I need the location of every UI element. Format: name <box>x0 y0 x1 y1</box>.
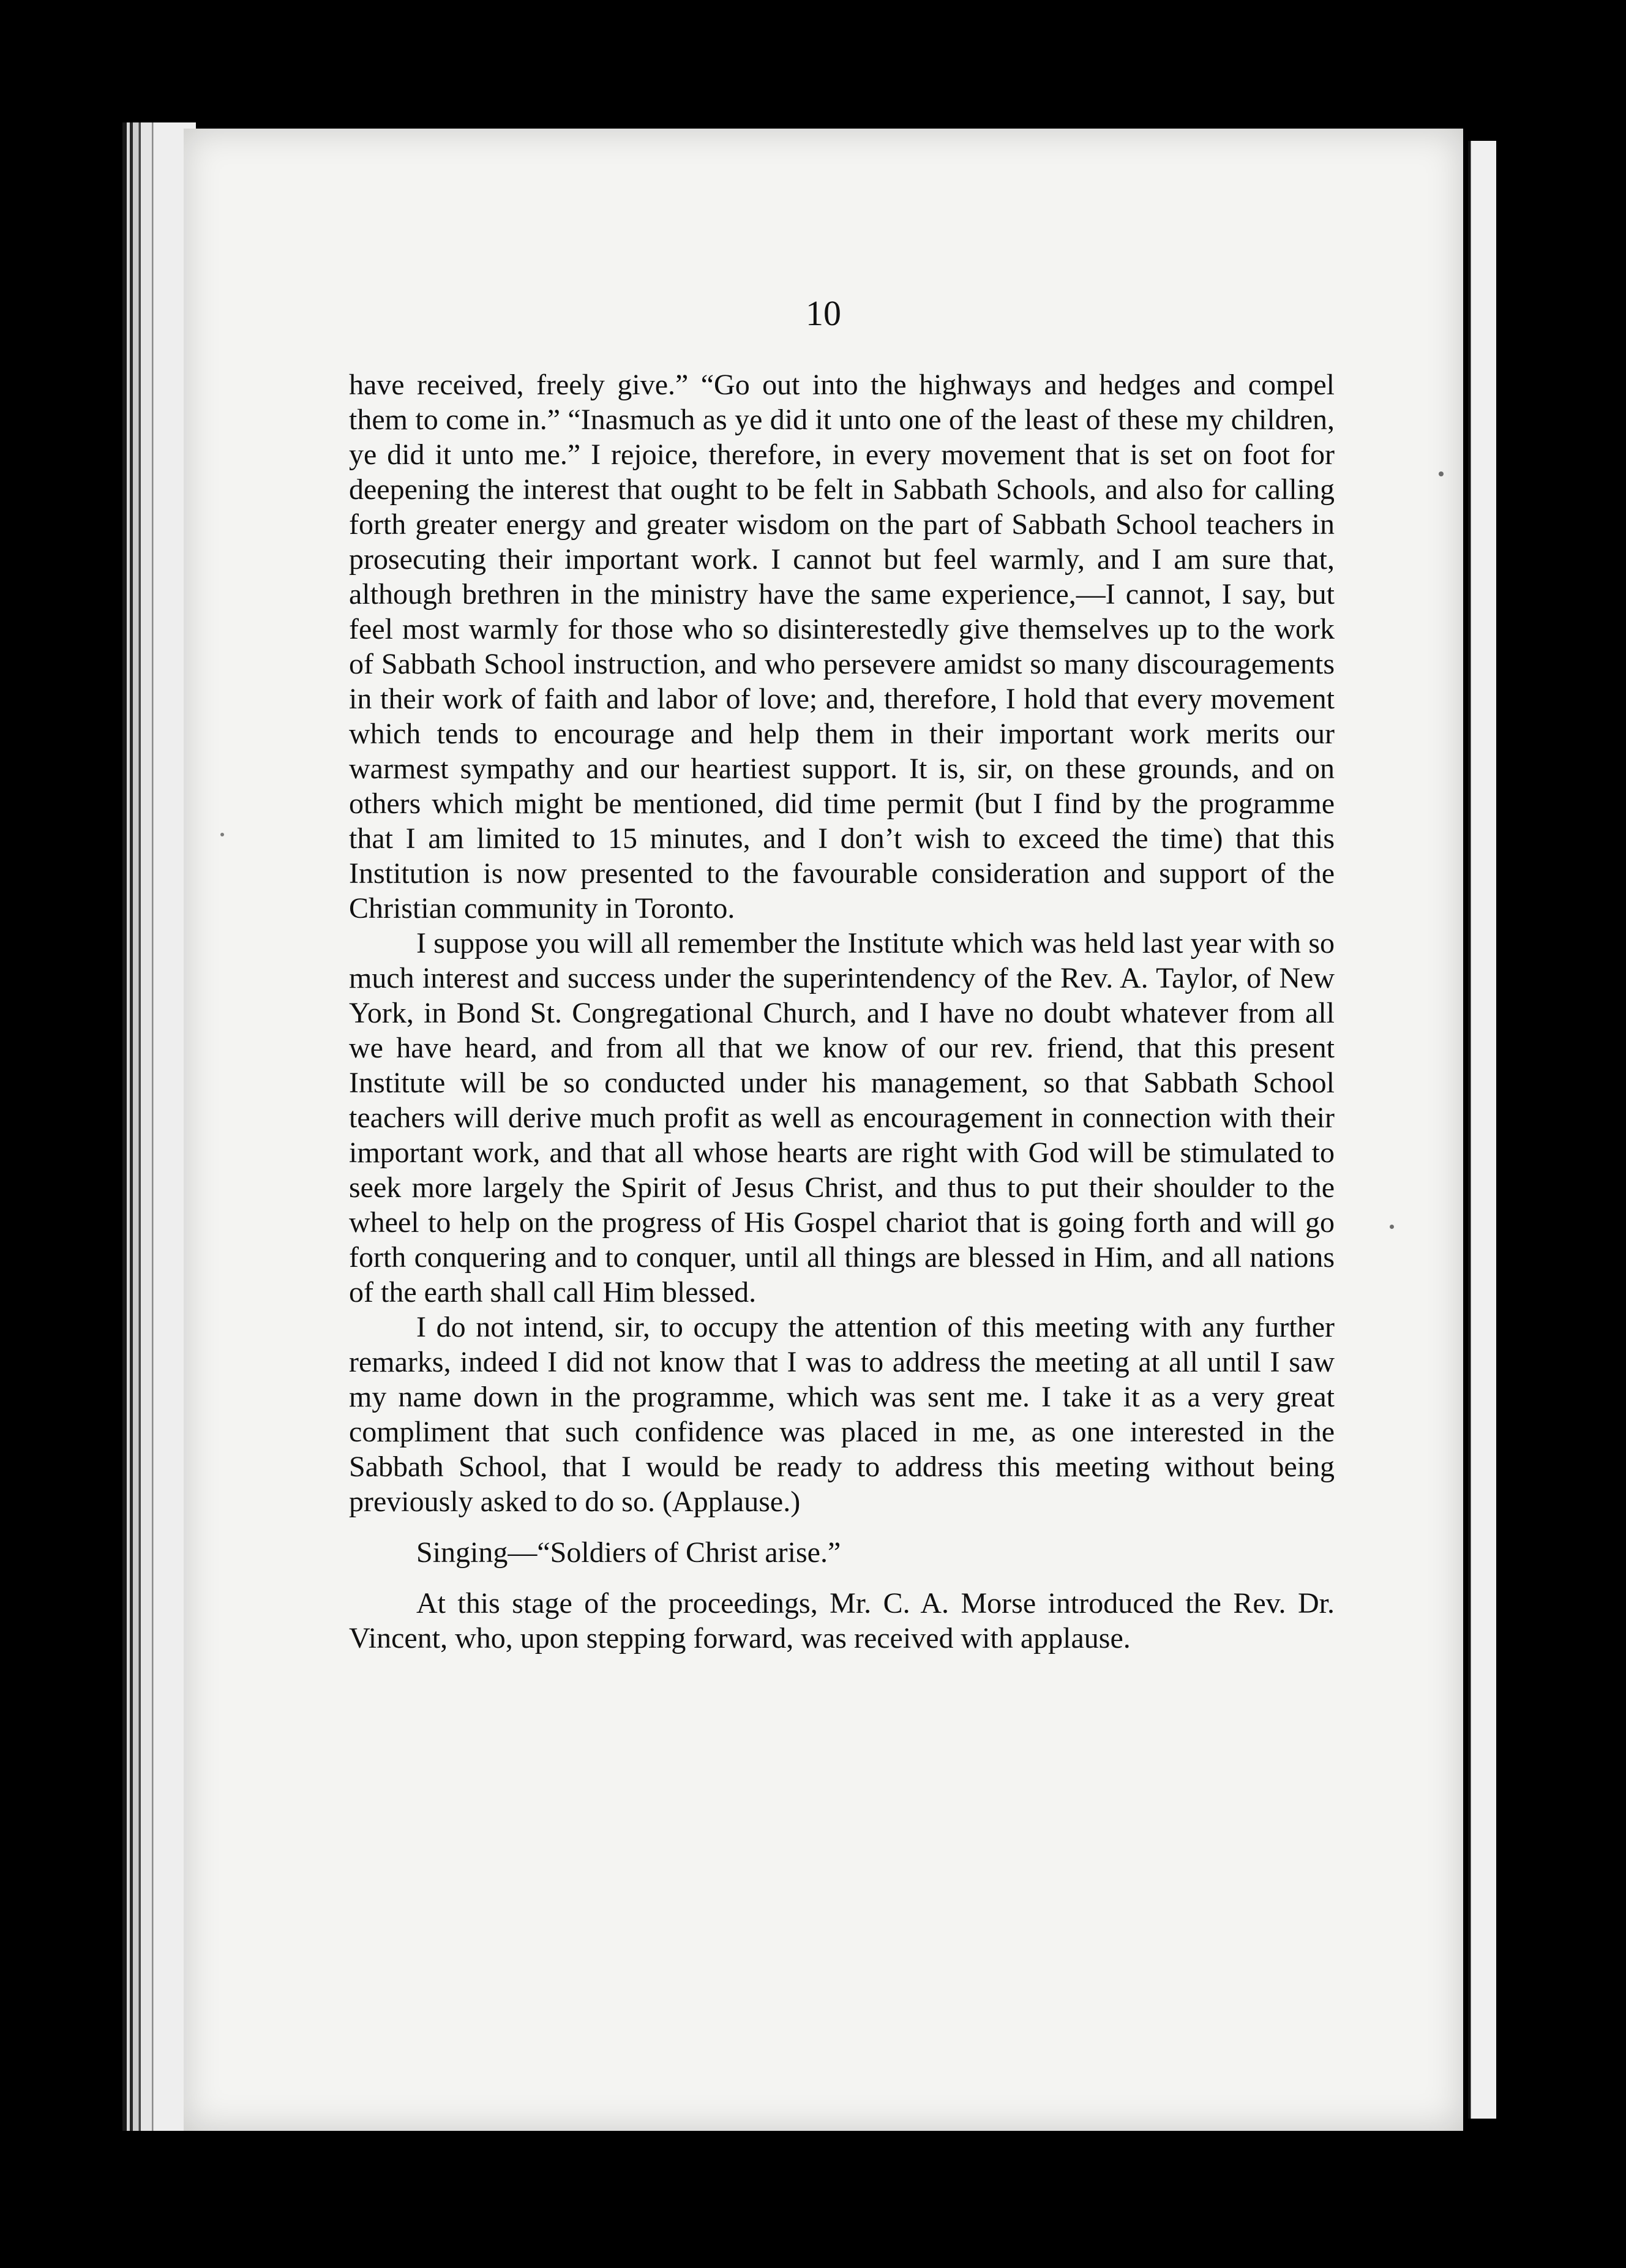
paragraph-5: At this stage of the proceedings, Mr. C. A. Morse introduced the Rev. Dr. Vincent, who, upon stepping forward, was received with applause. <box>349 1587 1335 1654</box>
scan-speck <box>1439 471 1444 476</box>
paragraph-1: have received, freely give.” “Go out into the highways and hedges and compel them to come in.” “Inasmuch as ye did it unto one of the least of these my children, ye did it unto me.” I rejoice, therefore, in every movement that is set on foot for deepening the interest that ought to be felt in Sabbath Schools, and also for calling forth greater energy and greater wisdom on the part of Sabbath School teachers in prosecuting their important work. I cannot but feel warmly, and I am sure that, although brethren in the ministry have the same experience,—I cannot, I say, but feel most warmly for those who so disinterestedly give themselves up to the work of Sabbath School instruction, and who persevere amidst so many discouragements in their work of faith and labor of love; and, therefore, I hold that every movement which tends to encourage and help them in their important work merits our warmest sympathy and our heartiest support. It is, sir, on these grounds, and on others which might be mentioned, did time permit (but I find by the programme that I am limited to 15 minutes, and I don’t wish to exceed the time) that this Institution is now presented to the favourable consideration and support of the Christian community in Toronto. <box>349 369 1335 925</box>
page-text-block <box>349 367 1335 1656</box>
scan-speck <box>1390 1225 1394 1229</box>
next-page-edge <box>1468 141 1496 2119</box>
paragraph-2: I suppose you will all remember the Institute which was held last year with so much interest and success under the superintendency of the Rev. A. Taylor, of New York, in Bond St. Congregational Church, and I have no doubt whatever from all we have heard, and from all that we know of our rev. friend, that this present Institute will be so conducted under his management, so that Sabbath School teachers will derive much profit as well as encouragement in connection with their important work, and that all whose hearts are right with God will be stimulated to seek more largely the Spirit of Jesus Christ, and thus to put their shoulder to the wheel to help on the progress of His Gospel chariot that is going forth and will go forth conquering and to conquer, until all things are blessed in Him, and all nations of the earth shall call Him blessed. <box>349 927 1335 1309</box>
book-page <box>184 129 1463 2131</box>
scan-speck <box>220 833 224 836</box>
page-number: 10 <box>806 293 841 333</box>
paragraph-3: I do not intend, sir, to occupy the attention of this meeting with any further remarks, indeed I did not know that I was to address the meeting at all until I saw my name down in the programme, which was sent me. I take it as a very great compliment that such confidence was placed in me, as one interested in the Sabbath School, that I would be ready to address this meeting without being previously asked to do so. (Applause.) <box>349 1311 1335 1518</box>
paragraph-4: Singing—“Soldiers of Christ arise.” <box>416 1536 841 1569</box>
